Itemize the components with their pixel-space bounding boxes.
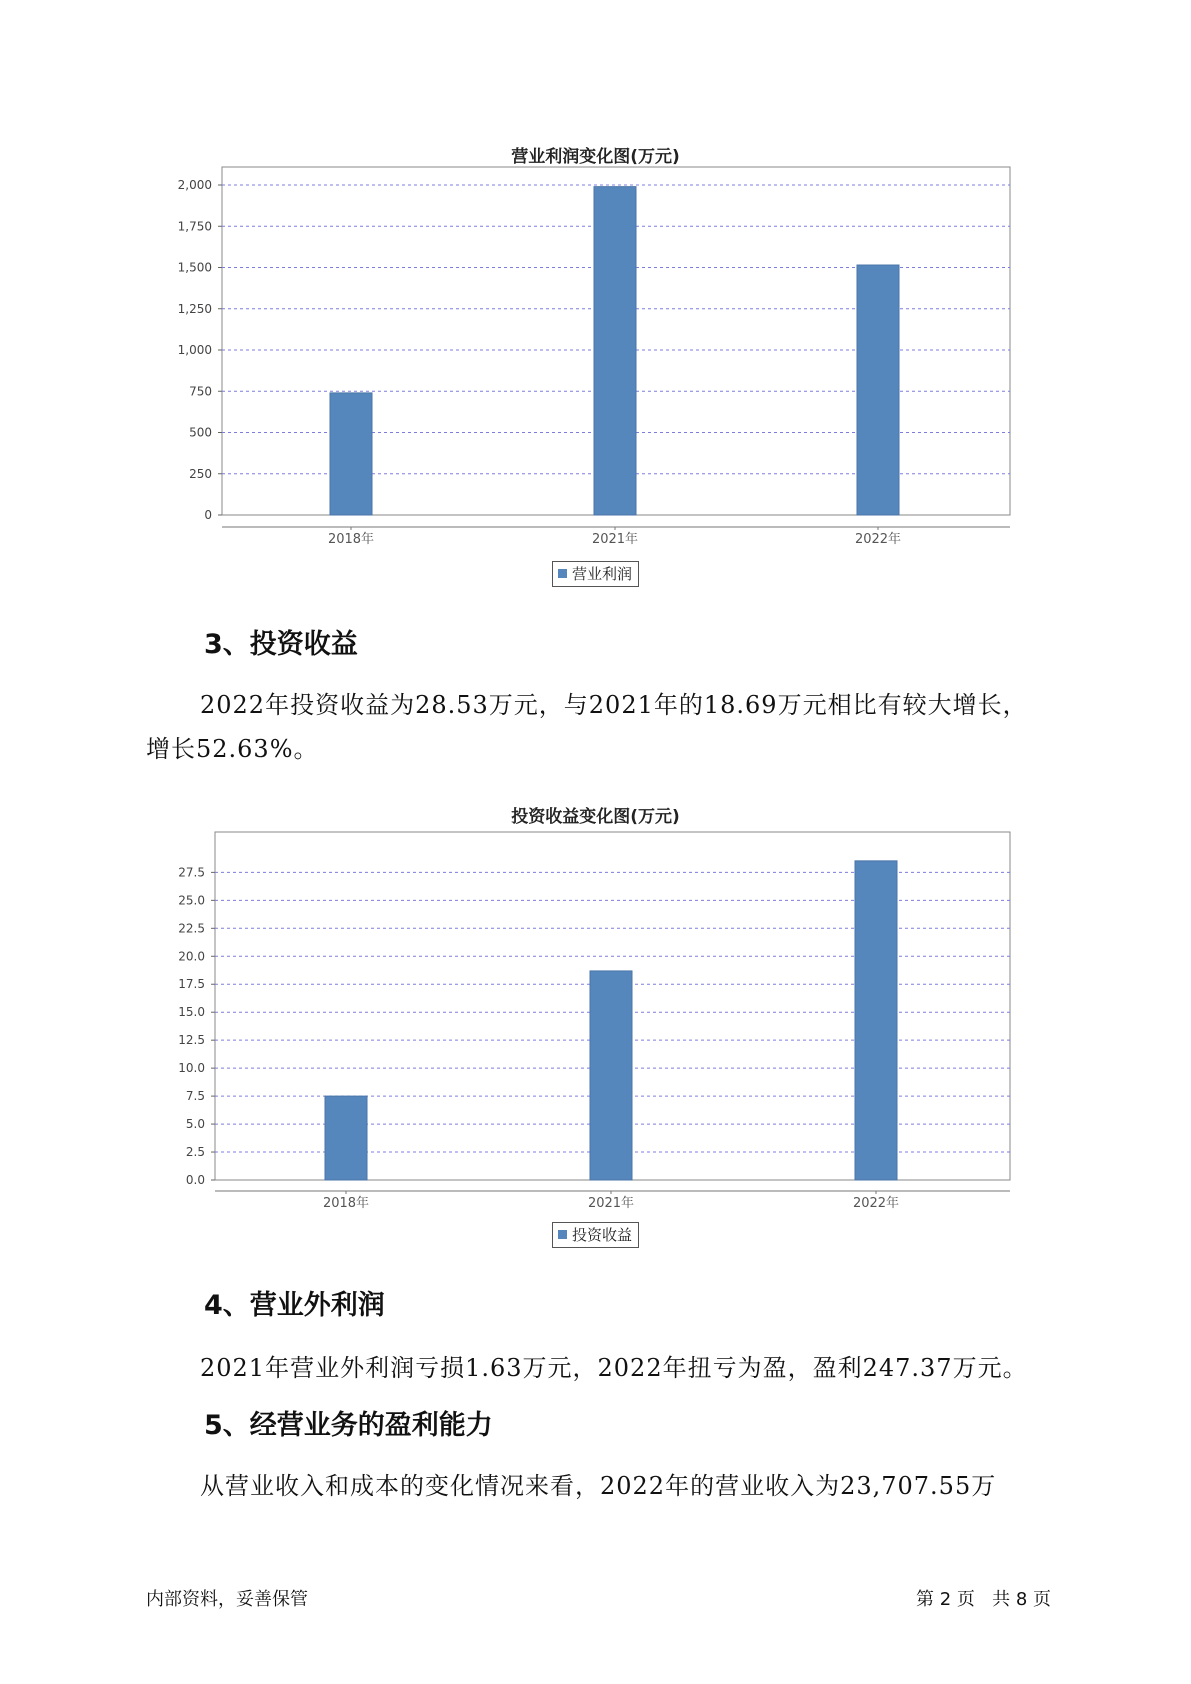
y-tick-label: 17.5 (178, 977, 205, 992)
y-tick-label: 27.5 (178, 865, 205, 880)
y-tick-label: 7.5 (185, 1089, 205, 1104)
y-tick-label: 10.0 (178, 1061, 205, 1076)
x-tick-label: 2018年 (327, 532, 375, 547)
chart-title-investment-income: 投资收益变化图(万元) (511, 807, 680, 827)
footer-page-number: 第 2 页 共 8 页 (916, 1589, 1051, 1610)
bar-2018年 (325, 1096, 367, 1180)
x-tick-label: 2018年 (322, 1196, 370, 1211)
chart-title-operating-profit: 营业利润变化图(万元) (511, 147, 680, 167)
y-tick-label: 2,000 (177, 178, 212, 192)
y-tick-label: 5.0 (185, 1117, 205, 1132)
y-tick-label: 25.0 (178, 893, 205, 908)
y-tick-label: 15.0 (178, 1005, 205, 1020)
section-5-heading: 5、经营业务的盈利能力 (204, 1410, 493, 1441)
x-tick-label: 2021年 (591, 532, 639, 547)
y-tick-label: 750 (189, 384, 212, 399)
section-5-line-1: 从营业收入和成本的变化情况来看，2022年的营业收入为23,707.55万 (200, 1472, 997, 1500)
y-tick-label: 22.5 (178, 921, 205, 936)
y-tick-label: 250 (189, 466, 212, 481)
y-tick-label: 20.0 (178, 949, 205, 964)
section-4-line-1: 2021年营业外利润亏损1.63万元，2022年扭亏为盈，盈利247.37万元。 (200, 1354, 1028, 1382)
legend-label: 投资收益 (572, 1226, 633, 1244)
bar-2022年 (855, 861, 897, 1180)
chart-legend-investment-income (552, 1222, 639, 1248)
section-3-line-1: 2022年投资收益为28.53万元，与2021年的18.69万元相比有较大增长， (200, 691, 1028, 719)
x-tick-label: 2021年 (587, 1196, 635, 1211)
y-tick-label: 12.5 (178, 1033, 205, 1048)
y-tick-label: 500 (189, 425, 212, 440)
legend-swatch (558, 1230, 567, 1239)
section-3-line-2: 增长52.63%。 (146, 735, 319, 763)
y-tick-label: 1,750 (177, 219, 212, 234)
y-tick-label: 1,000 (177, 343, 212, 357)
y-tick-label: 2.5 (185, 1145, 205, 1160)
legend-label: 营业利润 (572, 565, 633, 583)
y-tick-label: 1,500 (177, 260, 212, 275)
footer-confidential-note: 内部资料，妥善保管 (146, 1589, 308, 1610)
x-tick-label: 2022年 (854, 532, 902, 547)
y-tick-label: 0.0 (185, 1173, 205, 1187)
x-tick-label: 2022年 (852, 1196, 900, 1211)
section-4-heading: 4、营业外利润 (204, 1290, 385, 1321)
y-tick-label: 1,250 (177, 301, 212, 316)
section-3-heading: 3、投资收益 (204, 629, 358, 660)
bar-2021年 (590, 971, 632, 1180)
y-tick-label: 0 (204, 508, 212, 522)
